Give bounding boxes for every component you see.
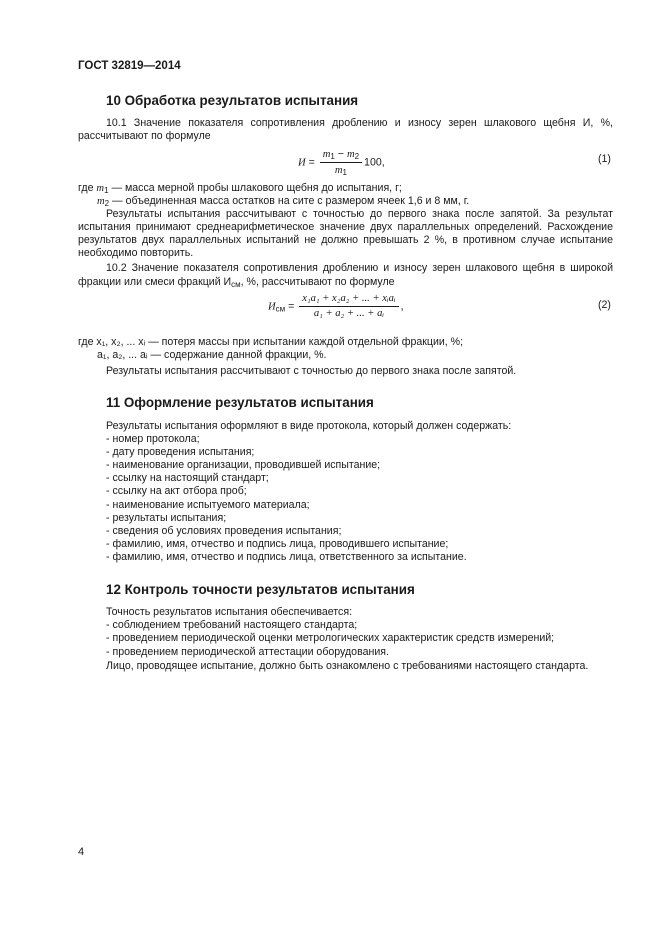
para-10-1-line-1: 10.1 Значение показателя сопротивления дроблению и износу зерен шлакового щебня И, %, [106, 117, 613, 129]
document-code: ГОСТ 32819—2014 [78, 60, 181, 72]
list-item: - дату проведения испытания; [106, 446, 255, 458]
section-10-title: 10 Обработка результатов испытания [106, 93, 359, 108]
formula-2: $И_{см}$ = $\frac{\text{x₁a₁ + x₂a₂ + ... + xᵢaᵢ}}{\text{a₁ + a₂ + ... + aᵢ}}$ , [268, 293, 404, 319]
formula-1-number: (1) [598, 153, 611, 165]
section-12-title: 12 Контроль точности результатов испытания [106, 582, 415, 597]
section-11-title: 11 Оформление результатов испытания [106, 395, 374, 410]
list-item: - ссылку на акт отбора проб; [106, 485, 247, 497]
formula-2-number: (2) [598, 299, 611, 311]
list-item: - соблюдением требований настоящего стандарта; [106, 619, 358, 631]
result-text-10-2: Результаты испытания рассчитывают с точностью до первого знака после запятой. [106, 365, 517, 377]
list-item: - наименование испытуемого материала; [106, 499, 310, 511]
list-item: - фамилию, имя, отчество и подпись лица, проводившего испытание; [106, 538, 449, 550]
where-a: a₁, a₂, ... aᵢ — содержание данной фракции, %. [97, 349, 327, 361]
result-text-line-4: необходимо повторить. [78, 247, 194, 259]
list-item: - сведения об условиях проведения испытания; [106, 525, 342, 537]
list-item: - проведением периодической аттестации оборудования. [106, 646, 389, 658]
para-10-2-line-1: 10.2 Значение показателя сопротивления дроблению и износу зерен шлакового щебня в широкой [106, 262, 613, 274]
where-m1: где $m_1$ — масса мерной пробы шлакового щебня до испытания, г; [78, 182, 402, 195]
result-text-line-2: испытания принимают среднеарифметическое значение двух параллельных определений. Расхождение [78, 221, 613, 233]
section-12-intro: Точность результатов испытания обеспечивается: [106, 606, 353, 618]
where-m2: $m_2$ — объединенная масса остатков на сите с размером ячеек 1,6 и 8 мм, г. [97, 195, 470, 208]
where-x: где x₁, x₂, ... xᵢ — потеря массы при испытании каждой отдельной фракции, %; [78, 336, 464, 348]
section-11-intro: Результаты испытания оформляют в виде протокола, который должен содержать: [106, 420, 512, 432]
list-item: - фамилию, имя, отчество и подпись лица, ответственного за испытание. [106, 551, 467, 563]
list-item: - ссылку на настоящий стандарт; [106, 472, 269, 484]
result-text-line-1: Результаты испытания рассчитывают с точностью до первого знака после запятой. За результат [106, 208, 613, 220]
list-item: - наименование организации, проводившей испытание; [106, 459, 381, 471]
list-item: - проведением периодической оценки метрологических характеристик средств измерений; [106, 632, 555, 644]
page-number: 4 [78, 846, 85, 858]
list-item: - номер протокола; [106, 433, 200, 445]
list-item: - результаты испытания; [106, 512, 227, 524]
result-text-line-3: результатов двух параллельных испытаний не должно превышать 2 %, в противном случае испытание [78, 234, 613, 246]
para-10-1-line-2: рассчитывают по формуле [78, 130, 211, 142]
formula-1: И = $\frac{m_1 - m_2}{m_1}$ 100, [298, 148, 385, 177]
para-10-2-line-2: фракции или смеси фракций $И_{см}$, %, рассчитывают по формуле [78, 276, 395, 289]
section-12-closing: Лицо, проводящее испытание, должно быть ознакомлено с требованиями настоящего стандарта. [106, 660, 589, 672]
